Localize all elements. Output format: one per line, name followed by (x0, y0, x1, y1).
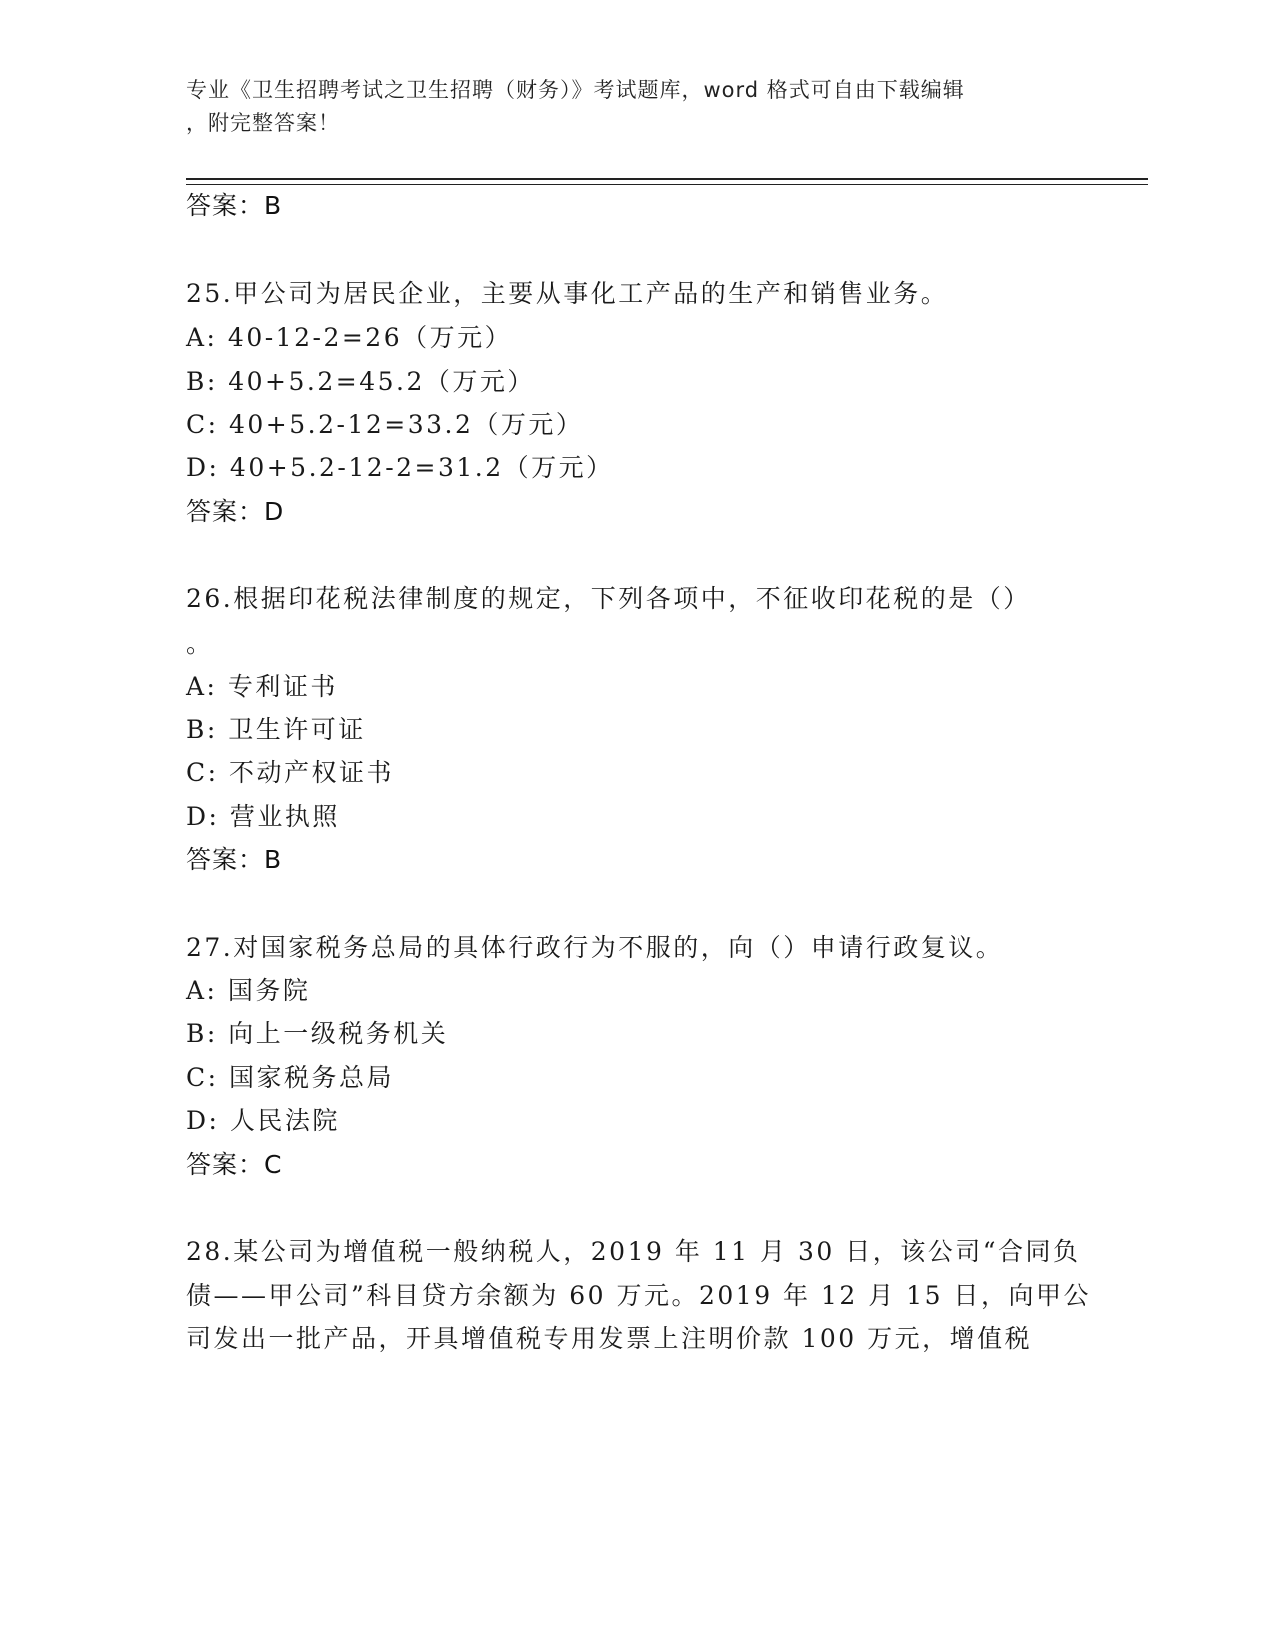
question-27-option-a: A: 国务院 (186, 976, 311, 1005)
question-26-option-c: C: 不动产权证书 (186, 758, 394, 787)
header-line-2: ，附完整答案！ (186, 111, 340, 135)
question-26-option-b: B: 卫生许可证 (186, 715, 366, 744)
question-27-option-d: D: 人民法院 (186, 1106, 340, 1135)
question-26-answer: 答案：B (186, 845, 283, 874)
header-rule-thin (186, 184, 1148, 185)
page-header (186, 74, 1066, 140)
question-26-stem-cont: 。 (186, 629, 214, 658)
question-25-stem: 25.甲公司为居民企业，主要从事化工产品的生产和销售业务。 (186, 279, 949, 308)
question-25-option-b: B: 40+5.2=45.2（万元） (186, 367, 535, 396)
question-27-stem: 27.对国家税务总局的具体行政行为不服的，向（）申请行政复议。 (186, 933, 1004, 962)
question-27-option-b: B: 向上一级税务机关 (186, 1019, 449, 1048)
question-27-option-c: C: 国家税务总局 (186, 1063, 394, 1092)
question-27-answer: 答案：C (186, 1150, 283, 1179)
question-25-option-a: A: 40-12-2=26（万元） (186, 323, 513, 352)
question-25-answer: 答案：D (186, 497, 285, 526)
question-26-option-d: D: 营业执照 (186, 802, 340, 831)
header-line-1: 专业《卫生招聘考试之卫生招聘（财务）》考试题库，word 格式可自由下载编辑 (186, 78, 965, 102)
question-25-option-d: D: 40+5.2-12-2=31.2（万元） (186, 453, 614, 482)
header-rule-thick (186, 178, 1148, 180)
question-26-option-a: A: 专利证书 (186, 672, 338, 701)
question-28-stem-line-3: 司发出一批产品，开具增值税专用发票上注明价款 100 万元，增值税 (186, 1324, 1033, 1353)
question-25-option-c: C: 40+5.2-12=33.2（万元） (186, 410, 584, 439)
question-28-stem-line-1: 28.某公司为增值税一般纳税人，2019 年 11 月 30 日，该公司“合同负 (186, 1237, 1081, 1266)
question-28-stem-line-2: 债——甲公司”科目贷方余额为 60 万元。2019 年 12 月 15 日，向甲公 (186, 1281, 1091, 1310)
answer-prev: 答案：B (186, 191, 283, 220)
question-26-stem: 26.根据印花税法律制度的规定，下列各项中，不征收印花税的是（） (186, 584, 1031, 613)
